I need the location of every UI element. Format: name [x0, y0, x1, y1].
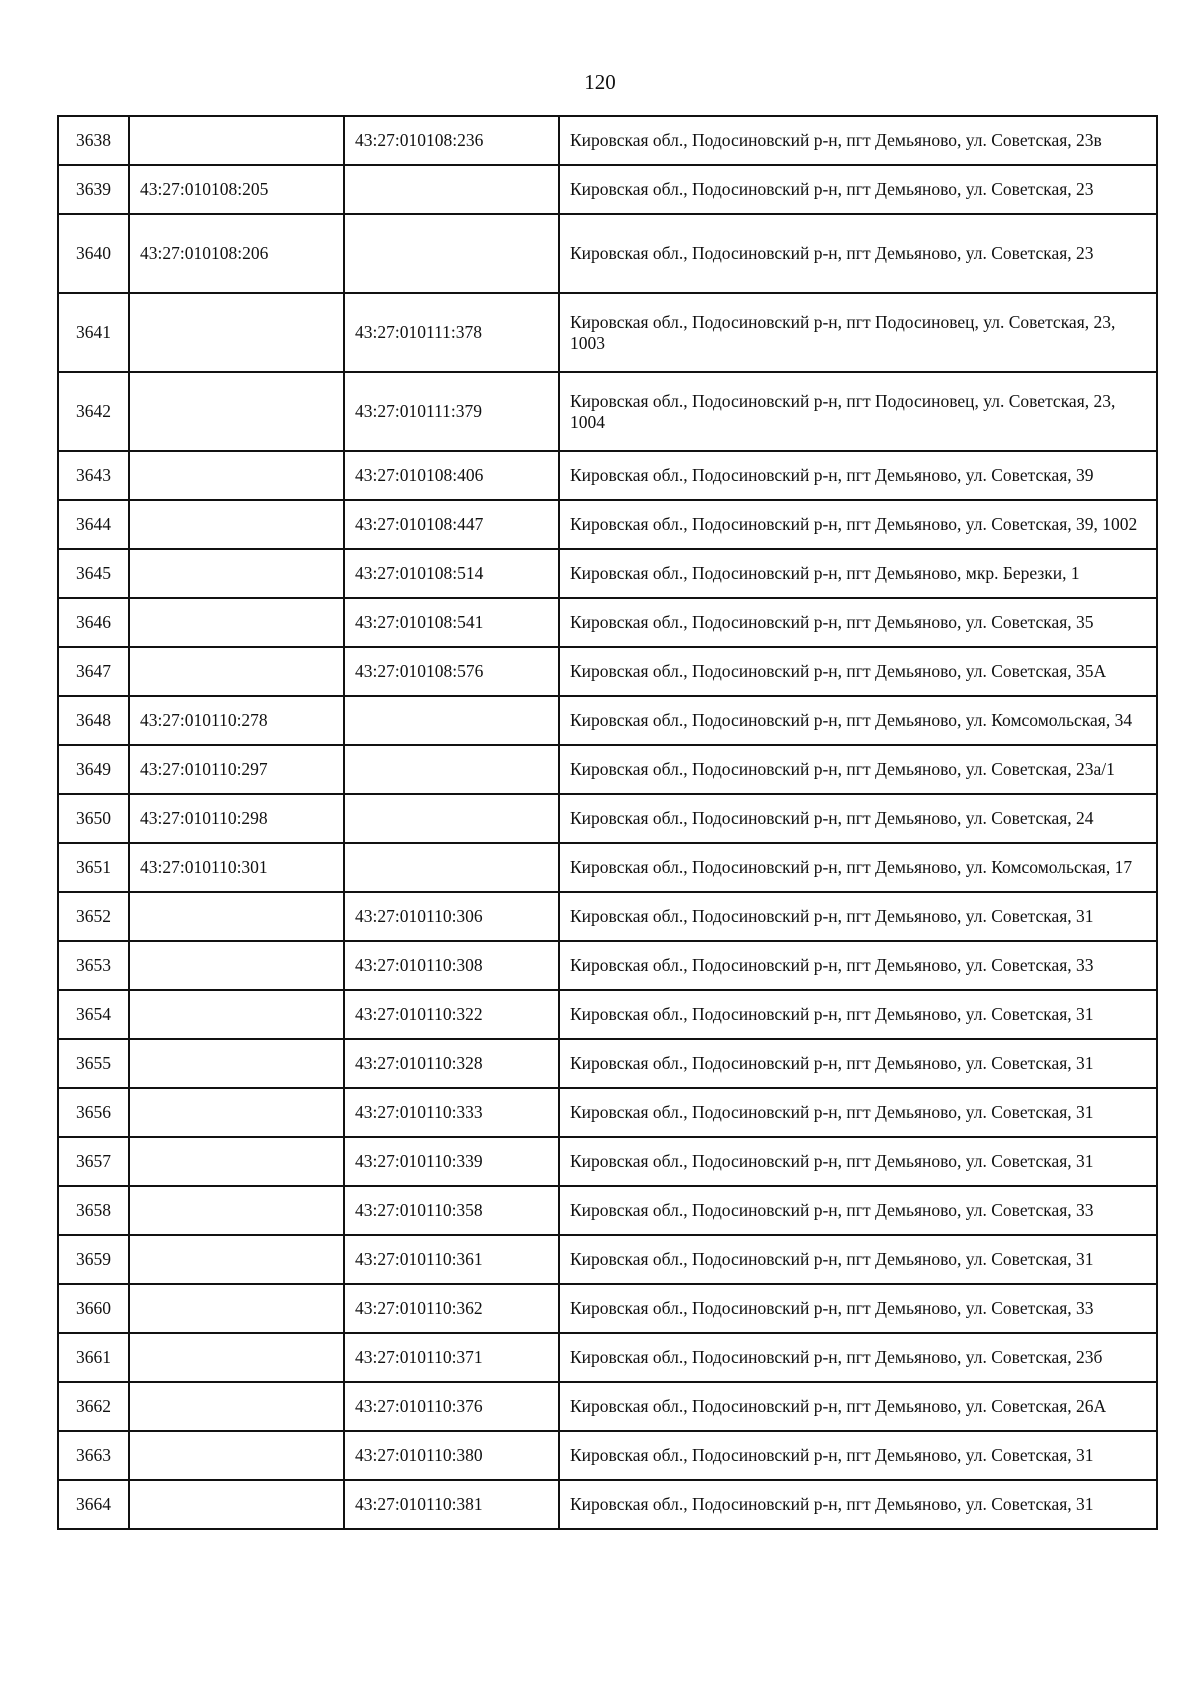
- table-row: [58, 214, 1157, 293]
- address-cell: Кировская обл., Подосиновский р-н, пгт Демьяново, ул. Советская, 31: [559, 1137, 1157, 1186]
- cadastral-number-b-cell: [344, 165, 559, 214]
- row-number-cell: 3643: [58, 451, 129, 500]
- address-cell: Кировская обл., Подосиновский р-н, пгт Демьяново, ул. Советская, 31: [559, 990, 1157, 1039]
- cadastral-number-b-cell: 43:27:010110:362: [344, 1284, 559, 1333]
- row-number-cell: 3664: [58, 1480, 129, 1529]
- address-cell: Кировская обл., Подосиновский р-н, пгт Демьяново, ул. Комсомольская, 17: [559, 843, 1157, 892]
- cadastral-number-a-cell: [129, 647, 344, 696]
- cadastral-number-b-cell: 43:27:010108:541: [344, 598, 559, 647]
- table-row: [58, 794, 1157, 843]
- row-number-cell: 3646: [58, 598, 129, 647]
- table-row: [58, 1333, 1157, 1382]
- row-number-cell: 3640: [58, 214, 129, 293]
- row-number-cell: 3644: [58, 500, 129, 549]
- cadastral-number-a-cell: [129, 1137, 344, 1186]
- cadastral-number-a-cell: [129, 451, 344, 500]
- cadastral-number-b-cell: 43:27:010111:379: [344, 372, 559, 451]
- cadastral-number-a-cell: [129, 372, 344, 451]
- cadastral-number-a-cell: 43:27:010108:205: [129, 165, 344, 214]
- cadastral-number-a-cell: 43:27:010110:297: [129, 745, 344, 794]
- page-number: 120: [584, 70, 616, 94]
- address-cell: Кировская обл., Подосиновский р-н, пгт Демьяново, ул. Советская, 31: [559, 892, 1157, 941]
- table-row: [58, 696, 1157, 745]
- row-number-cell: 3650: [58, 794, 129, 843]
- cadastral-number-b-cell: [344, 794, 559, 843]
- table-row: [58, 647, 1157, 696]
- row-number-cell: 3662: [58, 1382, 129, 1431]
- cadastral-number-a-cell: [129, 1186, 344, 1235]
- row-number-cell: 3649: [58, 745, 129, 794]
- table-row: [58, 1480, 1157, 1529]
- row-number-cell: 3661: [58, 1333, 129, 1382]
- cadastral-number-a-cell: 43:27:010110:301: [129, 843, 344, 892]
- address-cell: Кировская обл., Подосиновский р-н, пгт Демьяново, ул. Комсомольская, 34: [559, 696, 1157, 745]
- cadastral-number-b-cell: [344, 214, 559, 293]
- cadastral-number-b-cell: 43:27:010110:322: [344, 990, 559, 1039]
- row-number-cell: 3651: [58, 843, 129, 892]
- cadastral-number-b-cell: 43:27:010108:406: [344, 451, 559, 500]
- table-row: [58, 549, 1157, 598]
- row-number-cell: 3642: [58, 372, 129, 451]
- cadastral-number-a-cell: [129, 1480, 344, 1529]
- row-number-cell: 3648: [58, 696, 129, 745]
- row-number-cell: 3654: [58, 990, 129, 1039]
- cadastral-number-b-cell: [344, 843, 559, 892]
- cadastral-number-b-cell: 43:27:010108:447: [344, 500, 559, 549]
- cadastral-number-a-cell: [129, 116, 344, 165]
- table-row: [58, 165, 1157, 214]
- cadastral-number-b-cell: 43:27:010110:308: [344, 941, 559, 990]
- cadastral-number-a-cell: [129, 598, 344, 647]
- row-number-cell: 3652: [58, 892, 129, 941]
- address-cell: Кировская обл., Подосиновский р-н, пгт Демьяново, ул. Советская, 31: [559, 1235, 1157, 1284]
- table-row: [58, 1235, 1157, 1284]
- cadastral-number-a-cell: [129, 941, 344, 990]
- address-cell: Кировская обл., Подосиновский р-н, пгт Демьяново, ул. Советская, 23в: [559, 116, 1157, 165]
- row-number-cell: 3663: [58, 1431, 129, 1480]
- cadastral-number-a-cell: 43:27:010110:298: [129, 794, 344, 843]
- table-row: [58, 116, 1157, 165]
- cadastral-number-a-cell: [129, 1333, 344, 1382]
- cadastral-number-a-cell: [129, 892, 344, 941]
- row-number-cell: 3655: [58, 1039, 129, 1088]
- address-cell: Кировская обл., Подосиновский р-н, пгт Демьяново, ул. Советская, 33: [559, 1186, 1157, 1235]
- cadastral-number-a-cell: [129, 1284, 344, 1333]
- row-number-cell: 3660: [58, 1284, 129, 1333]
- cadastral-number-a-cell: [129, 1088, 344, 1137]
- address-cell: Кировская обл., Подосиновский р-н, пгт Демьяново, мкр. Березки, 1: [559, 549, 1157, 598]
- address-cell: Кировская обл., Подосиновский р-н, пгт Демьяново, ул. Советская, 39: [559, 451, 1157, 500]
- cadastral-number-a-cell: [129, 293, 344, 372]
- row-number-cell: 3653: [58, 941, 129, 990]
- cadastral-number-a-cell: 43:27:010110:278: [129, 696, 344, 745]
- row-number-cell: 3647: [58, 647, 129, 696]
- table-row: [58, 1186, 1157, 1235]
- row-number-cell: 3645: [58, 549, 129, 598]
- cadastral-number-b-cell: 43:27:010110:361: [344, 1235, 559, 1284]
- address-cell: Кировская обл., Подосиновский р-н, пгт Демьяново, ул. Советская, 31: [559, 1480, 1157, 1529]
- address-cell: Кировская обл., Подосиновский р-н, пгт Демьяново, ул. Советская, 39, 1002: [559, 500, 1157, 549]
- cadastral-number-b-cell: 43:27:010108:236: [344, 116, 559, 165]
- cadastral-number-b-cell: 43:27:010110:333: [344, 1088, 559, 1137]
- cadastral-number-b-cell: 43:27:010111:378: [344, 293, 559, 372]
- cadastral-number-b-cell: 43:27:010110:371: [344, 1333, 559, 1382]
- address-cell: Кировская обл., Подосиновский р-н, пгт Демьяново, ул. Советская, 35: [559, 598, 1157, 647]
- cadastral-number-a-cell: [129, 1039, 344, 1088]
- address-cell: Кировская обл., Подосиновский р-н, пгт Демьяново, ул. Советская, 31: [559, 1088, 1157, 1137]
- cadastral-number-b-cell: 43:27:010110:339: [344, 1137, 559, 1186]
- cadastral-number-a-cell: 43:27:010108:206: [129, 214, 344, 293]
- table-row: [58, 1137, 1157, 1186]
- row-number-cell: 3639: [58, 165, 129, 214]
- cadastral-number-b-cell: 43:27:010110:328: [344, 1039, 559, 1088]
- registry-table: [57, 115, 1158, 1530]
- cadastral-number-b-cell: 43:27:010110:376: [344, 1382, 559, 1431]
- cadastral-number-a-cell: [129, 1235, 344, 1284]
- address-cell: Кировская обл., Подосиновский р-н, пгт Демьяново, ул. Советская, 23: [559, 214, 1157, 293]
- address-cell: Кировская обл., Подосиновский р-н, пгт Демьяново, ул. Советская, 31: [559, 1431, 1157, 1480]
- table-row: [58, 990, 1157, 1039]
- table-row: [58, 1284, 1157, 1333]
- address-cell: Кировская обл., Подосиновский р-н, пгт Подосиновец, ул. Советская, 23, 1003: [559, 293, 1157, 372]
- cadastral-number-b-cell: 43:27:010108:514: [344, 549, 559, 598]
- cadastral-number-a-cell: [129, 549, 344, 598]
- table-row: [58, 1382, 1157, 1431]
- table-row: [58, 843, 1157, 892]
- row-number-cell: 3659: [58, 1235, 129, 1284]
- row-number-cell: 3656: [58, 1088, 129, 1137]
- cadastral-number-a-cell: [129, 500, 344, 549]
- cadastral-number-b-cell: 43:27:010110:358: [344, 1186, 559, 1235]
- table-row: [58, 1431, 1157, 1480]
- table-row: [58, 1088, 1157, 1137]
- address-cell: Кировская обл., Подосиновский р-н, пгт Демьяново, ул. Советская, 31: [559, 1039, 1157, 1088]
- registry-table-body: [58, 116, 1157, 1529]
- row-number-cell: 3641: [58, 293, 129, 372]
- table-row: [58, 293, 1157, 372]
- address-cell: Кировская обл., Подосиновский р-н, пгт Демьяново, ул. Советская, 23а/1: [559, 745, 1157, 794]
- address-cell: Кировская обл., Подосиновский р-н, пгт Демьяново, ул. Советская, 35А: [559, 647, 1157, 696]
- address-cell: Кировская обл., Подосиновский р-н, пгт Демьяново, ул. Советская, 26А: [559, 1382, 1157, 1431]
- table-row: [58, 451, 1157, 500]
- address-cell: Кировская обл., Подосиновский р-н, пгт Демьяново, ул. Советская, 24: [559, 794, 1157, 843]
- table-row: [58, 892, 1157, 941]
- cadastral-number-b-cell: [344, 745, 559, 794]
- table-row: [58, 941, 1157, 990]
- address-cell: Кировская обл., Подосиновский р-н, пгт Подосиновец, ул. Советская, 23, 1004: [559, 372, 1157, 451]
- address-cell: Кировская обл., Подосиновский р-н, пгт Демьяново, ул. Советская, 33: [559, 941, 1157, 990]
- table-row: [58, 598, 1157, 647]
- table-row: [58, 745, 1157, 794]
- address-cell: Кировская обл., Подосиновский р-н, пгт Демьяново, ул. Советская, 33: [559, 1284, 1157, 1333]
- cadastral-number-b-cell: 43:27:010110:381: [344, 1480, 559, 1529]
- address-cell: Кировская обл., Подосиновский р-н, пгт Демьяново, ул. Советская, 23: [559, 165, 1157, 214]
- cadastral-number-b-cell: [344, 696, 559, 745]
- table-row: [58, 1039, 1157, 1088]
- table-row: [58, 500, 1157, 549]
- cadastral-number-a-cell: [129, 1431, 344, 1480]
- cadastral-number-b-cell: 43:27:010108:576: [344, 647, 559, 696]
- address-cell: Кировская обл., Подосиновский р-н, пгт Демьяново, ул. Советская, 23б: [559, 1333, 1157, 1382]
- table-row: [58, 372, 1157, 451]
- row-number-cell: 3657: [58, 1137, 129, 1186]
- cadastral-number-a-cell: [129, 1382, 344, 1431]
- cadastral-number-a-cell: [129, 990, 344, 1039]
- cadastral-number-b-cell: 43:27:010110:306: [344, 892, 559, 941]
- row-number-cell: 3658: [58, 1186, 129, 1235]
- cadastral-number-b-cell: 43:27:010110:380: [344, 1431, 559, 1480]
- row-number-cell: 3638: [58, 116, 129, 165]
